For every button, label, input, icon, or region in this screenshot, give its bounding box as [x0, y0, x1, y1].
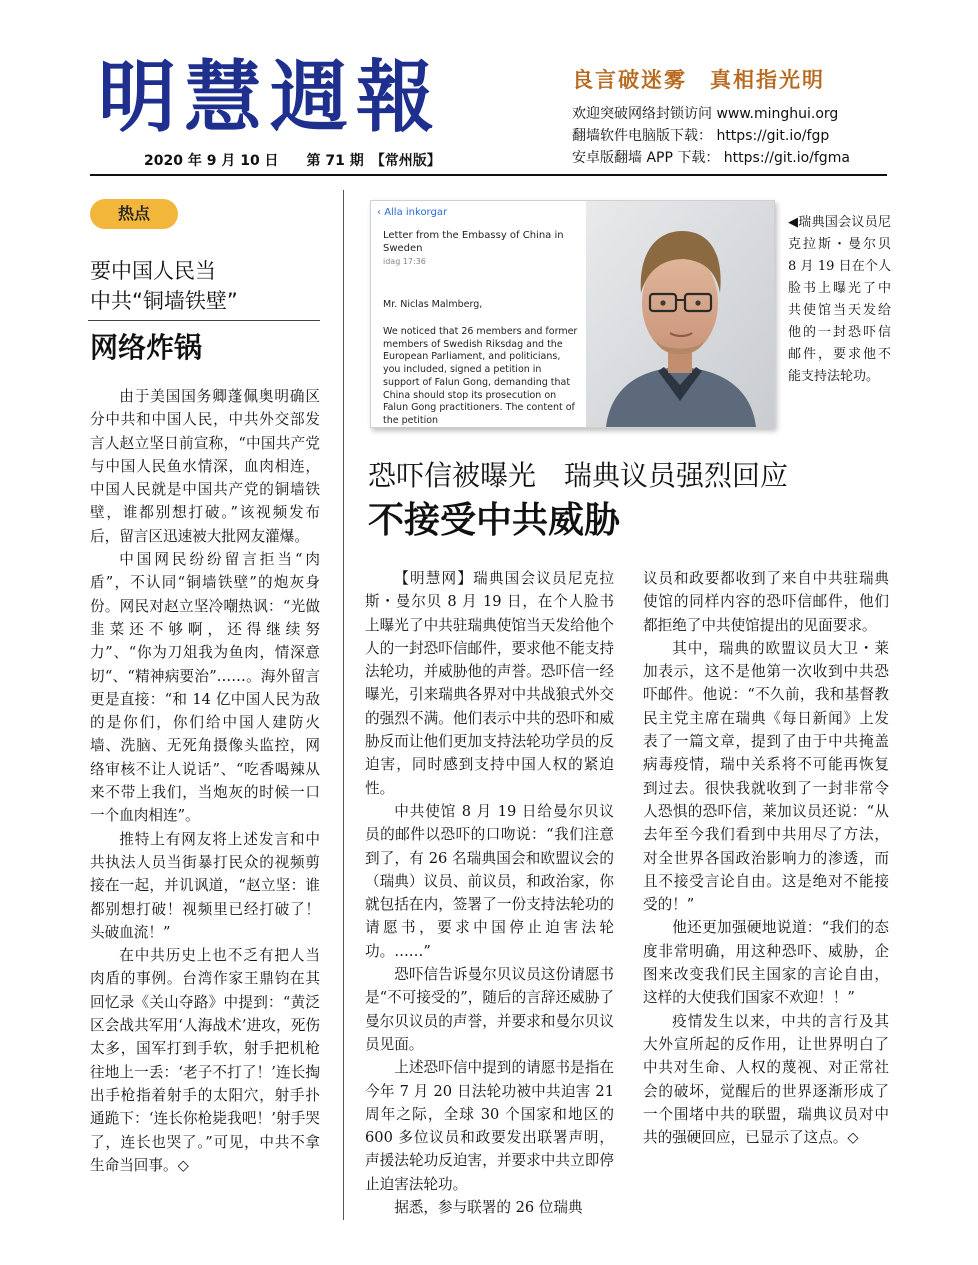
news-photo	[370, 200, 775, 428]
left-headline-divider	[88, 320, 320, 321]
paragraph: 中国网民纷纷留言拒当“肉盾”，不认同“铜墙铁壁”的炮灰身份。网民对赵立坚冷嘲热讽：“光做韭菜还不够啊，还得继续努力”、“你为刀俎我为鱼肉，情深意切“、“精神病要治”……。海外留言更是直接：“和 14 亿中国人民为敌的是你们，你们给中国人建防火墙、洗脑、无死角摄像头监控，网络审核不让人说话”、“吃香喝辣从来不带上我们，当炮灰的时候一口一个血肉相连”。	[90, 551, 320, 825]
email-body: We noticed that 26 members and former members of Swedish Riksdag and the European Parliament, and politicians, you included, signed a petition in support of Falun Gong, demanding that China should stop its prosecution on Falun Gong practitioners. The content of the petition	[383, 326, 578, 426]
main-article-column-1	[365, 567, 614, 1219]
left-headline: 网络炸锅	[90, 331, 203, 364]
paragraph: 中共使馆 8 月 19 日给曼尔贝议员的邮件以恐吓的口吻说：“我们注意到了，有 26 名瑞典国会和欧盟议会的（瑞典）议员、前议员，和政治家，你就包括在内，签署了一份支持法轮功的请愿书，要求中国停止迫害法轮功。……”	[365, 802, 614, 960]
left-kicker-line: 要中国人民当	[90, 259, 216, 283]
paragraph: 其中，瑞典的欧盟议员大卫・莱加表示，这不是他第一次收到中共恐吓邮件。他说：“不久前，我和基督教民主党主席在瑞典《每日新闻》上发表了一篇文章，提到了由于中共掩盖病毒疫情，瑞中关系将不可能再恢复到过去。很快我就收到了一封非常令人恐惧的恐吓信，莱加议员还说：“从去年至今我们看到中共用尽了方法，对全世界各国政治影响力的渗透，而且不接受言论自由。这是绝对不能接受的！”	[643, 639, 889, 914]
photo-caption: ◀瑞典国会议员尼克拉斯・曼尔贝 8 月 19 日在个人脸书上曝光了中共使馆当天发给他的一封恐吓信邮件，要求他不能支持法轮功。	[788, 215, 891, 384]
email-date: idag 17:36	[383, 257, 426, 266]
paragraph: 据悉，参与联署的 26 位瑞典	[394, 1199, 583, 1217]
hot-topic-badge: 热点	[90, 199, 178, 229]
left-kicker-line: 中共“铜墙铁壁”	[90, 289, 238, 313]
portrait-photo	[586, 201, 774, 427]
paragraph: 疫情发生以来，中共的言行及其大外宣所起的反作用，让世界明白了中共对生命、人权的蔑视、对正常社会的破坏，觉醒后的世界逐渐形成了一个围堵中共的联盟，瑞典议员对中共的强硬回应，已显示了这点。◇	[643, 1012, 889, 1147]
issue-info: 2020 年 9 月 10 日 第 71 期 【常州版】	[144, 153, 441, 169]
main-article-column-2	[643, 567, 889, 1149]
masthead-title: 明慧週報	[98, 52, 443, 143]
paragraph: 他还更加强硬地说道：“我们的态度非常明确，用这种恐吓、威胁，企图来改变我们民主国家的言论自由，这样的大使我们国家不欢迎！！”	[643, 919, 889, 1007]
paragraph: 推特上有网友将上述发言和中共执法人员当街暴打民众的视频剪接在一起，并讥讽道，“赵立坚：谁都别想打破！视频里已经打破了！头破血流！”	[90, 830, 320, 941]
paragraph: 恐吓信告诉曼尔贝议员这份请愿书是“不可接受的”，随后的言辞还威胁了曼尔贝议员的声誉，并要求和曼尔贝议员见面。	[365, 966, 614, 1053]
main-headline: 不接受中共威胁	[368, 500, 621, 541]
email-subject: Letter from the Embassy of China in Sweden	[383, 230, 564, 254]
paragraph: 议员和政要都收到了来自中共驻瑞典使馆的同样内容的恐吓信邮件，他们都拒绝了中共使馆提出的见面要求。	[643, 570, 889, 634]
email-back-link: ‹ Alla inkorgar	[377, 207, 448, 218]
pc-download-line: 翻墙软件电脑版下载： https://git.io/fgp	[572, 128, 830, 144]
column-divider	[343, 190, 344, 1220]
email-salutation: Mr. Niclas Malmberg,	[383, 299, 483, 310]
android-download-line: 安卓版翻墙 APP 下载： https://git.io/fgma	[572, 150, 850, 166]
paragraph: 【明慧网】瑞典国会议员尼克拉斯・曼尔贝 8 月 19 日，在个人脸书上曝光了中共驻瑞典使馆当天发给他个人的一封恐吓信邮件，要求他不能支持法轮功，并威胁他的声誉。恐吓信一经曝光，引来瑞典各界对中共战狼式外交的强烈不满。他们表示中共的恐吓和威胁反而让他们更加支持法轮功学员的反迫害，同时感到支持中国人权的紧迫性。	[365, 570, 614, 797]
paragraph: 在中共历史上也不乏有把人当肉盾的事例。台湾作家王鼎钧在其回忆录《关山夺路》中提到：“黄泛区会战共军用‘人海战术’进攻，死伤太多，国军打到手软，射手把机枪往地上一丢：‘老子不打了！’连长掏出手枪指着射手的太阳穴，射手扑通跪下：‘连长你枪毙我吧！’射手哭了，连长也哭了。”可见，中共不拿生命当回事。◇	[90, 947, 320, 1174]
paragraph: 由于美国国务卿蓬佩奥明确区分中共和中国人民，中共外交部发言人赵立坚日前宣称，“中国共产党与中国人民鱼水情深，血肉相连，中国人民就是中国共产党的铜墙铁壁，谁都别想打破。”该视频发布后，留言区迅速被大批网友灌爆。	[90, 388, 320, 545]
main-kicker: 恐吓信被曝光 瑞典议员强烈回应	[368, 459, 789, 492]
left-article-body	[90, 385, 320, 1177]
email-screenshot	[371, 201, 586, 427]
left-kicker	[90, 256, 320, 316]
email-back-label: Alla inkorgar	[384, 207, 448, 218]
paragraph: 上述恐吓信中提到的请愿书是指在今年 7 月 20 日法轮功被中共迫害 21 周年之际，全球 30 个国家和地区的 600 多位议员和政要发出联署声明，声援法轮功反迫害，并要求中共立即停止迫害法轮功。	[365, 1059, 614, 1193]
website-line: 欢迎突破网络封锁访问 www.minghui.org	[572, 106, 839, 122]
masthead-slogan: 良言破迷雾 真相指光明	[572, 67, 825, 92]
masthead-divider	[90, 174, 887, 176]
